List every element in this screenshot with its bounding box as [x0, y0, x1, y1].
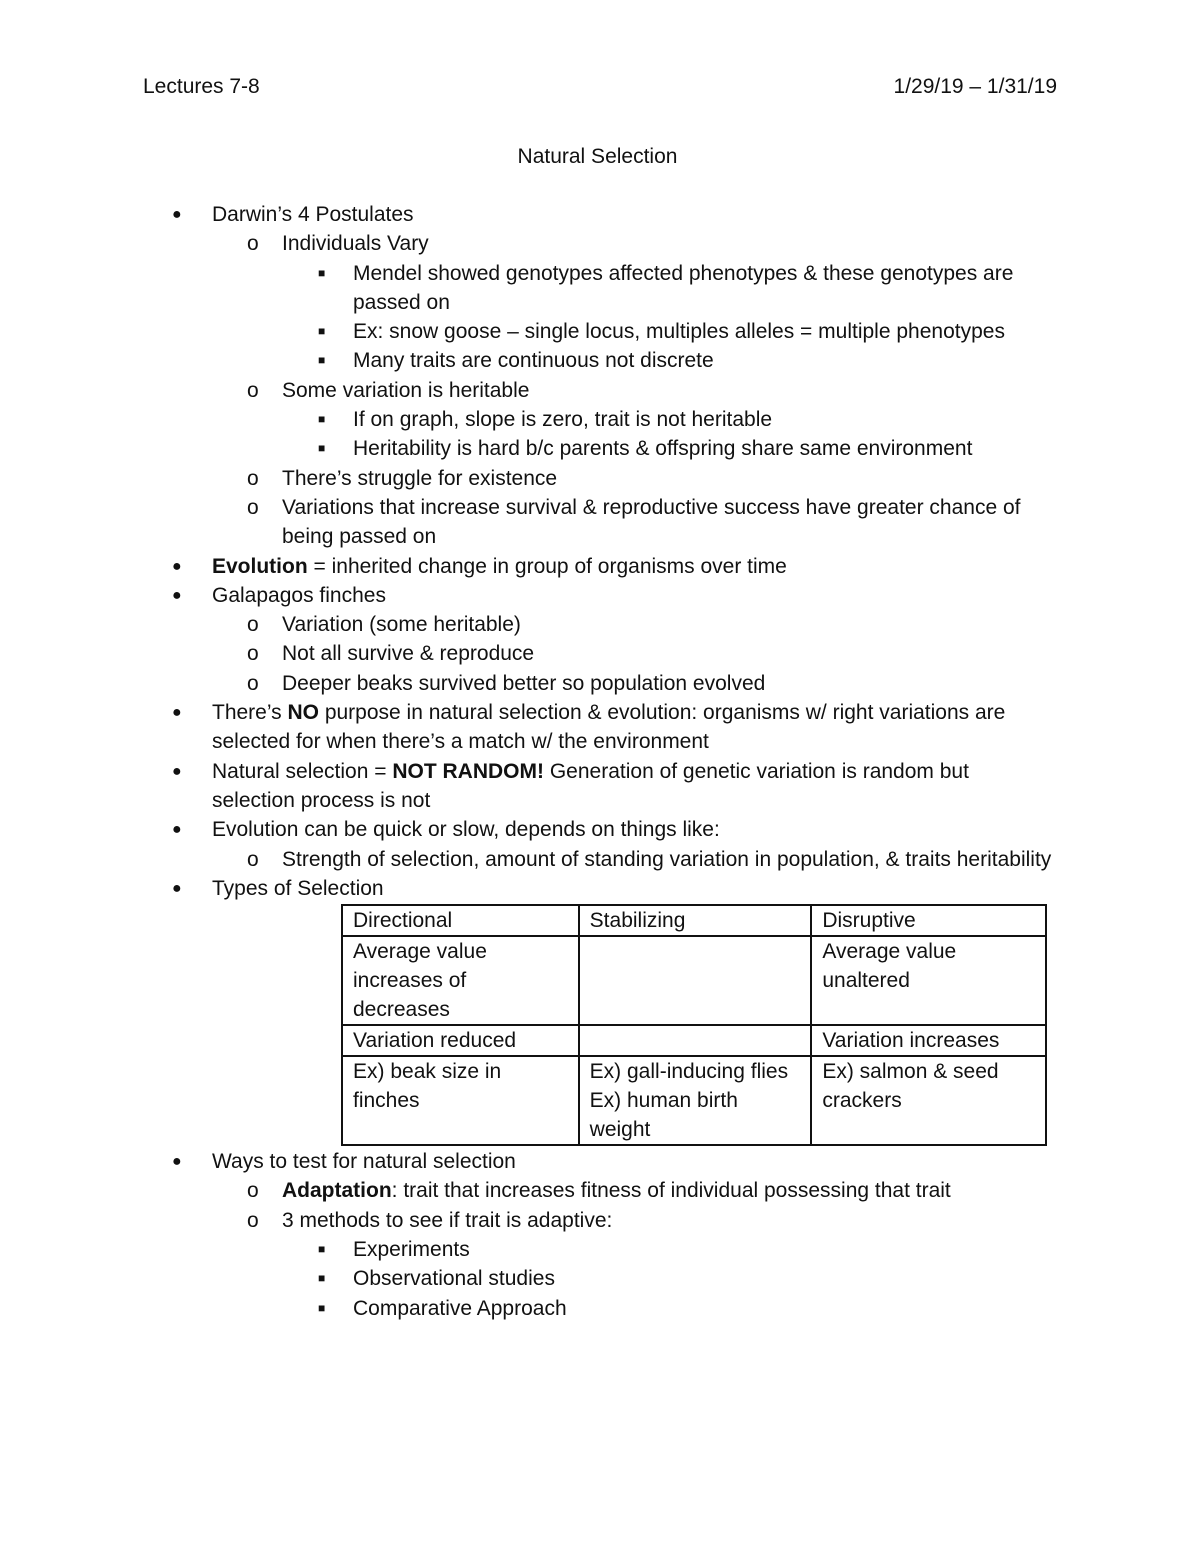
point-text: Comparative Approach [353, 1296, 567, 1320]
bullet-text: Types of Selection [212, 876, 384, 900]
bullet-marker: ● [172, 762, 182, 780]
point-marker: ■ [318, 265, 326, 280]
bullet-marker: ● [172, 821, 182, 839]
point-marker: ■ [318, 1300, 326, 1315]
subbullet-marker: o [247, 495, 259, 519]
header-lecture-label: Lectures 7-8 [143, 75, 260, 98]
bullet-types [0, 874, 1200, 903]
ns-not-random: NOT RANDOM! [392, 759, 545, 783]
subbullet-text: Strength of selection, amount of standing variation in population, & traits heritability [282, 847, 1052, 871]
point-continuous [0, 346, 1200, 375]
point-slope [0, 405, 1200, 434]
subbullet-text: Not all survive & reproduce [282, 642, 535, 666]
subbullet-marker: o [247, 847, 259, 871]
point-marker: ■ [318, 412, 326, 427]
table-row [342, 936, 1046, 1025]
table-header-row [342, 905, 1046, 936]
point-text: Observational studies [353, 1267, 555, 1291]
subbullet-text: There’s struggle for existence [282, 466, 558, 490]
subbullet-marker: o [247, 1208, 259, 1232]
subbullet-text: Individuals Vary [282, 232, 429, 256]
table-cell [579, 936, 812, 1025]
purpose-suffix: purpose in natural selection & evolution: organisms w/ right variations are selected for when there’s a match w/ the environment [212, 701, 1006, 754]
subbullet-text: Deeper beaks survived better so population evolved [282, 671, 766, 695]
table-header-disruptive: Disruptive [811, 905, 1046, 936]
bullet-marker: ● [172, 879, 182, 897]
table-cell [579, 1056, 812, 1145]
point-text: If on graph, slope is zero, trait is not heritable [353, 408, 773, 432]
subbullet-g-beaks [0, 669, 1200, 698]
term-adaptation: Adaptation [282, 1179, 392, 1203]
subbullet-text: Variation (some heritable) [282, 613, 521, 637]
subbullet-marker: o [247, 671, 259, 695]
point-comparative [0, 1294, 1200, 1323]
bullet-galapagos [0, 581, 1200, 610]
point-marker: ■ [318, 353, 326, 368]
ns-suffix: Generation of genetic variation is random but selection process is not [212, 759, 969, 812]
subbullet-marker: o [247, 613, 259, 637]
bullet-text [212, 757, 1052, 816]
bullet-marker: ● [172, 206, 182, 223]
table-cell: Average value unaltered [811, 936, 1046, 1025]
subbullet-strength [0, 845, 1200, 874]
bullet-marker: ● [172, 704, 182, 722]
bullet-not-random [0, 757, 1200, 816]
selection-types-table [341, 904, 1047, 1146]
table-header-stabilizing: Stabilizing [579, 905, 812, 936]
point-text: Many traits are continuous not discrete [353, 349, 714, 373]
ns-prefix: Natural selection = [212, 759, 393, 783]
bullet-ways [0, 1147, 1200, 1176]
notes-outline [0, 200, 1200, 1323]
table-cell-line: Ex) human birth weight [589, 1089, 738, 1142]
bullet-marker: ● [172, 557, 182, 575]
point-heritability-hard [0, 434, 1200, 463]
purpose-prefix: There’s [212, 701, 288, 725]
point-marker: ■ [318, 1242, 326, 1257]
subbullet-marker: o [247, 466, 259, 490]
subbullet-struggle [0, 464, 1200, 493]
point-text: Mendel showed genotypes affected phenotypes & these genotypes are passed on [353, 261, 1014, 314]
adaptation-definition: : trait that increases fitness of individual possessing that trait [391, 1179, 951, 1203]
bullet-text: Ways to test for natural selection [212, 1150, 516, 1174]
point-experiments [0, 1235, 1200, 1264]
point-text: Ex: snow goose – single locus, multiples alleles = multiple phenotypes [353, 320, 1005, 344]
subbullet-text: 3 methods to see if trait is adaptive: [282, 1208, 613, 1232]
point-mendel [0, 259, 1200, 318]
bullet-text: Evolution can be quick or slow, depends on things like: [212, 818, 720, 842]
table-header-directional: Directional [342, 905, 579, 936]
subbullet-text: Some variation is heritable [282, 378, 530, 402]
point-text: Heritability is hard b/c parents & offspring share same environment [353, 437, 973, 461]
header-date-range: 1/29/19 – 1/31/19 [893, 75, 1057, 98]
point-marker: ■ [318, 1271, 326, 1286]
subbullet-marker: o [247, 642, 259, 666]
subbullet-adaptation [0, 1176, 1200, 1205]
table-cell-line: Ex) gall-inducing flies [589, 1060, 789, 1084]
subbullet-text: Variations that increase survival & reproductive success have greater chance of being passed on [282, 495, 1021, 549]
bullet-text: Galapagos finches [212, 583, 386, 607]
table-cell: Ex) beak size in finches [342, 1056, 579, 1145]
point-snow-goose [0, 317, 1200, 346]
subbullet-marker: o [247, 1179, 259, 1203]
page-title: Natural Selection [517, 145, 678, 168]
subbullet-g-survive [0, 639, 1200, 668]
bullet-marker: ● [172, 586, 182, 604]
subbullet-individuals-vary [0, 229, 1200, 258]
evolution-definition: = inherited change in group of organisms over time [307, 554, 787, 578]
table-row [342, 1025, 1046, 1056]
point-marker: ■ [318, 441, 326, 456]
bullet-darwin [0, 200, 1200, 229]
bullet-evolution [0, 552, 1200, 581]
table-cell: Variation increases [811, 1025, 1046, 1056]
term-evolution: Evolution [212, 554, 308, 578]
bullet-text: Darwin’s 4 Postulates [212, 203, 414, 226]
point-observational [0, 1264, 1200, 1293]
subbullet-variations [0, 493, 1200, 552]
bullet-speed [0, 815, 1200, 844]
point-text: Experiments [353, 1238, 470, 1262]
table-cell: Average value increases of decreases [342, 936, 579, 1025]
subbullet-g-variation [0, 610, 1200, 639]
point-marker: ■ [318, 324, 326, 339]
bullet-text [212, 698, 1052, 757]
subbullet-text [282, 1176, 1052, 1205]
table-cell: Ex) salmon & seed crackers [811, 1056, 1046, 1145]
table-row [342, 1056, 1046, 1145]
bullet-text [212, 552, 1052, 581]
bullet-marker: ● [172, 1153, 182, 1171]
table-cell [579, 1025, 812, 1056]
purpose-no: NO [287, 701, 319, 725]
subbullet-heritable [0, 376, 1200, 405]
subbullet-methods [0, 1206, 1200, 1235]
subbullet-marker: o [247, 232, 259, 256]
subbullet-marker: o [247, 378, 259, 402]
table-cell: Variation reduced [342, 1025, 579, 1056]
bullet-purpose [0, 698, 1200, 757]
